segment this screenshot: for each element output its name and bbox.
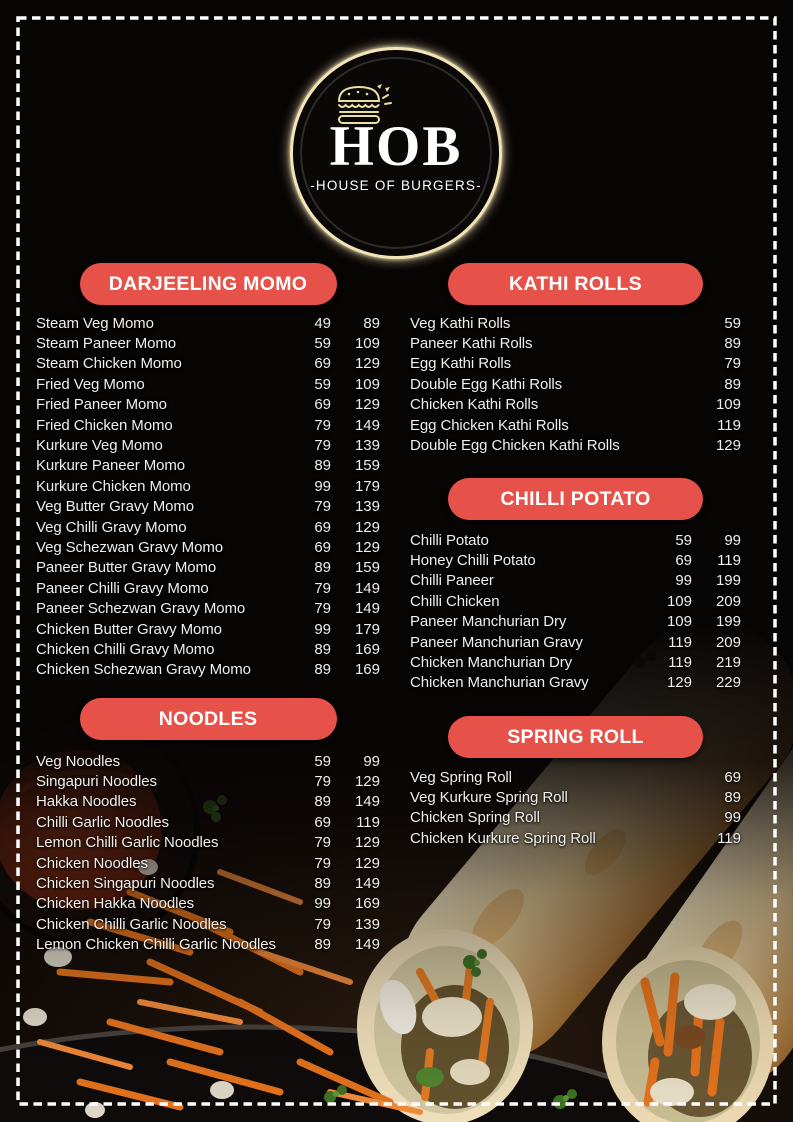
item-price: 169 xyxy=(354,640,380,658)
section-title: KATHI ROLLS xyxy=(509,272,642,295)
menu-item-row xyxy=(36,751,380,771)
item-price: 129 xyxy=(354,538,380,556)
item-price: 119 xyxy=(668,633,692,651)
item-name: Paneer Chilli Gravy Momo xyxy=(36,579,209,597)
item-price: 89 xyxy=(314,661,331,679)
item-name: Kurkure Chicken Momo xyxy=(36,477,191,495)
item-name: Chicken Manchurian Gravy xyxy=(410,674,589,692)
item-price: 219 xyxy=(715,654,741,672)
item-price: 79 xyxy=(314,854,331,872)
item-price: 89 xyxy=(314,640,331,658)
menu-item-row xyxy=(36,558,380,578)
menu-item-row xyxy=(36,497,380,517)
item-price: 79 xyxy=(314,579,331,597)
item-name: Veg Kathi Rolls xyxy=(410,314,511,332)
item-name: Veg Butter Gravy Momo xyxy=(36,498,194,516)
menu-item-row xyxy=(36,435,380,455)
item-name: Egg Chicken Kathi Rolls xyxy=(410,416,569,434)
section-header-pill xyxy=(448,263,703,305)
item-name: Fried Chicken Momo xyxy=(36,416,173,434)
menu-item-list xyxy=(410,313,741,456)
menu-item-row xyxy=(36,833,380,853)
menu-item-row xyxy=(36,812,380,832)
menu-item-row xyxy=(36,578,380,598)
item-price: 119 xyxy=(717,552,741,570)
item-price: 149 xyxy=(354,793,380,811)
menu-item-row xyxy=(36,313,380,333)
item-price: 89 xyxy=(724,375,741,393)
section-title: DARJEELING MOMO xyxy=(108,272,308,295)
item-price: 109 xyxy=(666,592,692,610)
menu-item-list xyxy=(36,751,380,955)
section-noodles xyxy=(36,698,380,955)
item-price: 89 xyxy=(363,314,380,332)
item-name: Chicken Noodles xyxy=(36,854,148,872)
section-darjeeling-momo xyxy=(36,263,380,680)
item-price: 59 xyxy=(314,375,331,393)
item-price: 49 xyxy=(314,314,331,332)
item-price: 89 xyxy=(314,559,331,577)
item-price: 159 xyxy=(354,457,380,475)
menu-item-row xyxy=(410,591,741,611)
item-price: 109 xyxy=(715,396,741,414)
item-price: 69 xyxy=(314,538,331,556)
item-name: Paneer Kathi Rolls xyxy=(410,335,533,353)
item-price: 129 xyxy=(354,854,380,872)
item-price: 229 xyxy=(715,674,741,692)
menu-item-row xyxy=(36,374,380,394)
menu-item-row xyxy=(410,354,741,374)
item-price: 129 xyxy=(354,355,380,373)
item-price: 109 xyxy=(354,375,380,393)
item-price: 89 xyxy=(724,789,741,807)
item-price: 159 xyxy=(354,559,380,577)
item-price: 69 xyxy=(314,355,331,373)
item-name: Lemon Chilli Garlic Noodles xyxy=(36,834,219,852)
item-price: 169 xyxy=(354,661,380,679)
logo-name: HOB xyxy=(329,115,463,178)
section-title: CHILLI POTATO xyxy=(500,487,651,510)
item-price: 149 xyxy=(354,416,380,434)
item-price: 119 xyxy=(717,829,741,847)
item-name: Chilli Chicken xyxy=(410,592,500,610)
item-price: 79 xyxy=(314,834,331,852)
item-price: 179 xyxy=(354,620,380,638)
menu-item-row xyxy=(410,787,741,807)
item-price: 79 xyxy=(724,355,741,373)
item-name: Chicken Singapuri Noodles xyxy=(36,875,215,893)
item-name: Lemon Chicken Chilli Garlic Noodles xyxy=(36,936,276,954)
item-price: 69 xyxy=(314,396,331,414)
item-price: 79 xyxy=(314,498,331,516)
item-price: 129 xyxy=(666,674,692,692)
item-price: 149 xyxy=(354,875,380,893)
item-price: 79 xyxy=(314,773,331,791)
menu-item-row xyxy=(410,374,741,394)
item-price: 149 xyxy=(354,600,380,618)
section-title: NOODLES xyxy=(158,707,258,730)
item-price: 79 xyxy=(314,600,331,618)
item-price: 169 xyxy=(354,895,380,913)
item-price: 79 xyxy=(314,437,331,455)
menu-item-row xyxy=(36,354,380,374)
item-price: 79 xyxy=(314,416,331,434)
menu-item-row xyxy=(36,639,380,659)
item-name: Double Egg Chicken Kathi Rolls xyxy=(410,437,620,455)
item-name: Veg Chilli Gravy Momo xyxy=(36,518,187,536)
item-price: 109 xyxy=(666,613,692,631)
item-price: 99 xyxy=(724,809,741,827)
item-name: Egg Kathi Rolls xyxy=(410,355,512,373)
item-name: Chilli Garlic Noodles xyxy=(36,813,169,831)
menu-item-row xyxy=(36,537,380,557)
item-name: Chicken Butter Gravy Momo xyxy=(36,620,222,638)
item-price: 129 xyxy=(715,437,741,455)
item-price: 59 xyxy=(314,752,331,770)
menu-item-row xyxy=(410,612,741,632)
item-name: Steam Veg Momo xyxy=(36,314,154,332)
item-price: 69 xyxy=(675,552,692,570)
menu-item-row xyxy=(36,333,380,353)
item-price: 59 xyxy=(724,314,741,332)
item-price: 129 xyxy=(354,396,380,414)
menu-item-row xyxy=(36,660,380,680)
item-name: Chicken Chilli Gravy Momo xyxy=(36,640,215,658)
item-name: Veg Schezwan Gravy Momo xyxy=(36,538,223,556)
menu-item-row xyxy=(36,476,380,496)
menu-item-row xyxy=(410,828,741,848)
item-price: 69 xyxy=(314,518,331,536)
item-price: 179 xyxy=(354,477,380,495)
item-name: Paneer Manchurian Gravy xyxy=(410,633,583,651)
item-price: 149 xyxy=(354,579,380,597)
menu-item-row xyxy=(36,456,380,476)
section-title: SPRING ROLL xyxy=(507,725,644,748)
menu-item-row xyxy=(410,435,741,455)
item-price: 99 xyxy=(314,895,331,913)
item-price: 69 xyxy=(724,768,741,786)
item-price: 129 xyxy=(354,518,380,536)
item-price: 119 xyxy=(668,654,692,672)
item-price: 99 xyxy=(724,531,741,549)
item-price: 139 xyxy=(354,437,380,455)
item-name: Kurkure Paneer Momo xyxy=(36,457,186,475)
menu-item-row xyxy=(410,313,741,333)
menu-item-row xyxy=(410,632,741,652)
menu-item-row xyxy=(36,853,380,873)
item-name: Fried Veg Momo xyxy=(36,375,145,393)
menu-item-row xyxy=(36,395,380,415)
menu-item-row xyxy=(36,894,380,914)
menu-item-row xyxy=(410,767,741,787)
section-header-pill xyxy=(448,478,703,520)
menu-item-row xyxy=(36,619,380,639)
section-header-pill xyxy=(448,716,703,758)
item-price: 59 xyxy=(675,531,692,549)
menu-item-row xyxy=(410,652,741,672)
menu-item-row xyxy=(36,873,380,893)
item-price: 69 xyxy=(314,813,331,831)
menu-item-row xyxy=(410,550,741,570)
item-price: 119 xyxy=(717,416,741,434)
item-name: Fried Paneer Momo xyxy=(36,396,167,414)
menu-item-row xyxy=(410,333,741,353)
item-price: 119 xyxy=(356,813,380,831)
item-name: Chicken Spring Roll xyxy=(410,809,540,827)
menu-item-row xyxy=(410,530,741,550)
item-price: 59 xyxy=(314,335,331,353)
item-name: Honey Chilli Potato xyxy=(410,552,536,570)
menu-item-row xyxy=(36,598,380,618)
menu-item-row xyxy=(410,571,741,591)
item-name: Steam Paneer Momo xyxy=(36,335,177,353)
item-name: Paneer Schezwan Gravy Momo xyxy=(36,600,246,618)
item-price: 99 xyxy=(314,620,331,638)
section-header-pill xyxy=(80,698,337,740)
menu-item-row xyxy=(36,914,380,934)
item-price: 139 xyxy=(354,915,380,933)
menu-item-row xyxy=(410,673,741,693)
menu-item-row xyxy=(36,517,380,537)
menu-item-list xyxy=(410,530,741,693)
menu-item-row xyxy=(410,415,741,435)
section-header-pill xyxy=(80,263,337,305)
item-name: Chicken Chilli Garlic Noodles xyxy=(36,915,227,933)
item-price: 89 xyxy=(314,457,331,475)
item-price: 209 xyxy=(715,633,741,651)
menu-item-row xyxy=(410,395,741,415)
item-name: Chilli Paneer xyxy=(410,572,494,590)
item-price: 209 xyxy=(715,592,741,610)
item-name: Veg Spring Roll xyxy=(410,768,512,786)
menu-item-row xyxy=(36,415,380,435)
item-name: Steam Chicken Momo xyxy=(36,355,182,373)
menu-item-list xyxy=(36,313,380,680)
item-name: Hakka Noodles xyxy=(36,793,137,811)
item-price: 79 xyxy=(314,915,331,933)
item-name: Double Egg Kathi Rolls xyxy=(410,375,563,393)
item-name: Chicken Manchurian Dry xyxy=(410,654,573,672)
section-kathi-rolls xyxy=(410,263,741,456)
item-name: Paneer Butter Gravy Momo xyxy=(36,559,217,577)
item-price: 99 xyxy=(314,477,331,495)
item-name: Kurkure Veg Momo xyxy=(36,437,163,455)
section-chilli-potato xyxy=(410,478,741,693)
item-price: 139 xyxy=(354,498,380,516)
item-name: Singapuri Noodles xyxy=(36,773,157,791)
item-price: 199 xyxy=(715,572,741,590)
item-price: 99 xyxy=(363,752,380,770)
item-price: 149 xyxy=(354,936,380,954)
section-spring-roll xyxy=(410,716,741,849)
item-price: 89 xyxy=(724,335,741,353)
item-name: Chicken Kathi Rolls xyxy=(410,396,539,414)
item-name: Veg Kurkure Spring Roll xyxy=(410,789,568,807)
item-price: 129 xyxy=(354,773,380,791)
item-name: Chicken Kurkure Spring Roll xyxy=(410,829,596,847)
restaurant-logo xyxy=(290,47,502,259)
menu-item-row xyxy=(410,808,741,828)
logo-tagline: -HOUSE OF BURGERS- xyxy=(310,178,482,193)
menu-item-row xyxy=(36,792,380,812)
item-name: Chicken Hakka Noodles xyxy=(36,895,194,913)
item-price: 99 xyxy=(675,572,692,590)
menu-item-row xyxy=(36,771,380,791)
item-price: 89 xyxy=(314,936,331,954)
menu-item-list xyxy=(410,767,741,849)
item-price: 199 xyxy=(715,613,741,631)
item-name: Paneer Manchurian Dry xyxy=(410,613,567,631)
item-price: 129 xyxy=(354,834,380,852)
item-name: Veg Noodles xyxy=(36,752,120,770)
item-price: 109 xyxy=(354,335,380,353)
item-name: Chilli Potato xyxy=(410,531,489,549)
item-price: 89 xyxy=(314,793,331,811)
item-price: 89 xyxy=(314,875,331,893)
item-name: Chicken Schezwan Gravy Momo xyxy=(36,661,251,679)
menu-item-row xyxy=(36,935,380,955)
